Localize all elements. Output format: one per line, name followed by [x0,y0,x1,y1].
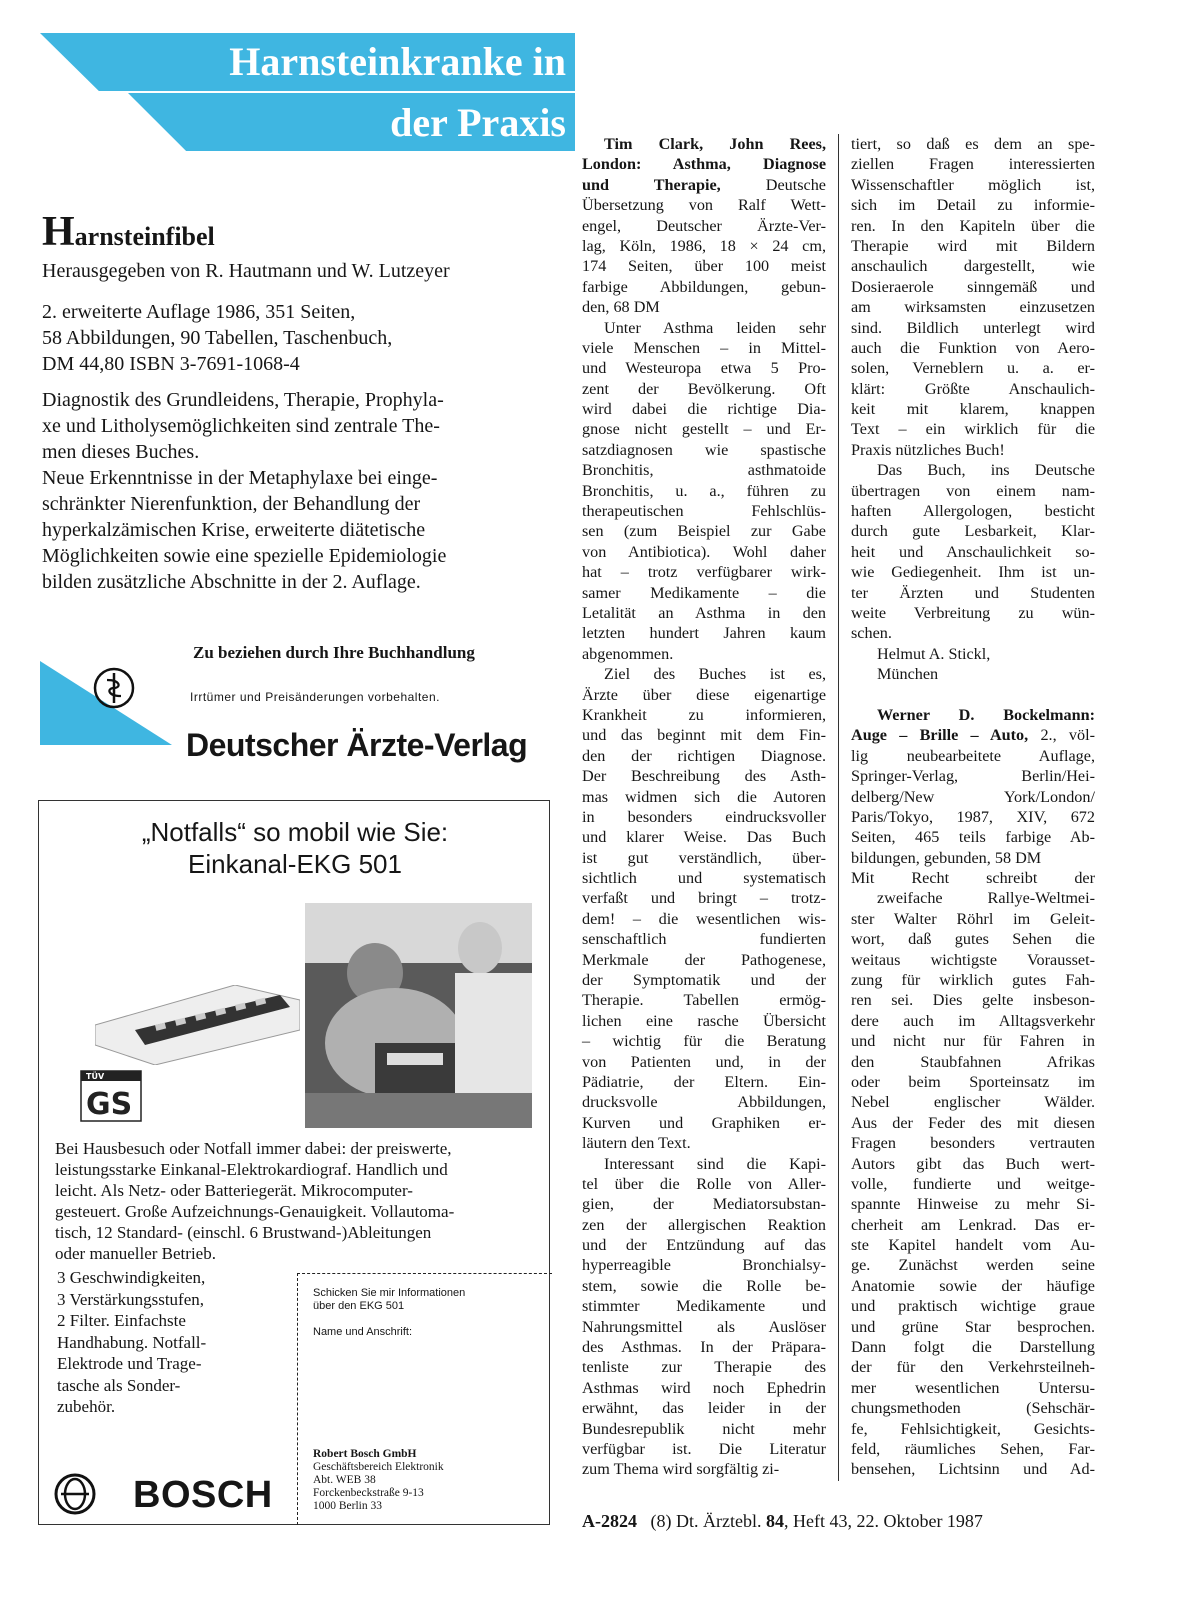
review-column-1 [582,134,826,1480]
review-text-line: ter Ärzten und Studenten [851,583,1095,602]
review-text-line: und klarer Weise. Das Buch [582,828,826,847]
review-text-line: auch die Funktion von Aero- [851,338,1095,357]
review-text-line: zen der allergischen Reaktion [582,1215,826,1234]
review-text-line: läutern den Text. [582,1134,691,1153]
review-text-line: mer wesentlichen Untersu- [851,1378,1095,1397]
review-text-line: senschaftlich fundierten [582,930,826,949]
review-text-line: Paris/Tokyo, 1987, XIV, 672 [851,807,1095,826]
review-text-line: weitaus wichtigste Vorausset- [851,950,1095,969]
review-text-line: Helmut A. Stickl, [877,644,991,663]
review-text-line: Fragen besonders vertrauten [851,1134,1095,1153]
banner-title-line2: der Praxis [390,100,566,145]
review-text-line: feld, räumliches Sehen, Far- [851,1440,1095,1458]
ekg-description-line: gesteuert. Große Aufzeichnungs-Genauigkeit. Vollautoma- [55,1202,455,1221]
order-note: Zu beziehen durch Ihre Buchhandlung [193,643,475,662]
review-text-line: zung für wirklich gutes Fah- [851,971,1095,990]
review-text-line: schen. [851,624,892,643]
book-description-line: Möglichkeiten sowie eine spezielle Epidemiologie [42,545,447,567]
review-text-line: und grüne Star besprochen. [851,1317,1095,1336]
review-text-line: München [877,665,939,684]
review-text-line: Bronchitis, asthmatoide [582,461,826,480]
review-text-line: der Symptomatik und der [582,971,826,990]
review-text-line: Nahrungsmittel als Auslöser [582,1317,826,1336]
review-text-line: am wirksamsten einzusetzen [851,298,1095,317]
review-text-line: Merkmale der Pathogenese, [582,950,826,969]
svg-text:TÜV: TÜV [86,1072,105,1081]
review-text-line: Bundesrepublik nicht mehr [582,1419,826,1438]
ekg-device-image [95,985,300,1065]
review-text-line: Krankheit zu informieren, [582,705,826,724]
review-text-line: solen, Verneblern u. a. er- [851,359,1095,378]
review-text-line: den, 68 DM [582,298,660,317]
review-text-line: oder beim Sporteinsatz im [851,1072,1095,1091]
review-text-line: verfaßt und bringt – trotz- [582,889,826,908]
review-text-line: Der Beschreibung des Asth- [582,767,826,786]
review-text-line: hat – trotz verfügbarer wirk- [582,563,826,582]
disclaimer: Irrtümer und Preisänderungen vorbehalten. [190,690,440,704]
ekg-description-line: Bei Hausbesuch oder Notfall immer dabei: der preiswerte, [55,1139,452,1158]
review-text-line: – wichtig für die Beratung [582,1032,826,1051]
review-text-line: Therapie. Tabellen ermög- [582,991,826,1010]
review-text-line: ist gut verständlich, über- [582,848,826,867]
book-detail-line: 2. erweiterte Auflage 1986, 351 Seiten, [42,301,356,323]
coupon-request-line: über den EKG 501 [313,1300,405,1312]
review-text-line: ge. Zunächst werden seine [851,1256,1095,1275]
ekg-description [55,1138,535,1264]
review-text-line: 174 Seiten, über 100 meist [582,257,826,276]
ekg-description-line: leistungsstarke Einkanal-Elektrokardiograf. Handlich und [55,1160,448,1179]
review-text-line: volle, fundierte und weitge- [851,1174,1095,1193]
review-text-line: keit mit klarem, knappen [851,400,1095,419]
review-text-line: therapeutischen Fehlschlüs- [582,502,826,521]
review-text-line: fe, Fehlsichtigkeit, Gesichts- [851,1419,1095,1438]
review-text-line: dere auch im Alltagsverkehr [851,1011,1095,1030]
coupon-address-line: Geschäftsbereich Elektronik [313,1461,444,1473]
coupon-request-text [313,1287,465,1313]
book-details [42,299,576,377]
review-text-line: hyperreagible Bronchialsy- [582,1256,826,1275]
review-text-line: Text – ein wirklich für die [851,420,1095,439]
review-text-line: bensehen, Lichtsinn und Ad- [851,1460,1095,1479]
review-text-line: Letalität an Asthma in den [582,603,826,622]
review-text-line: gnose nicht gestellt – und Er- [582,420,826,439]
ekg-headline-1: „Notfalls“ so mobil wie Sie: [141,817,449,847]
review-text-line: Werner D. Bockelmann: [877,705,1095,724]
review-text-line: übertragen von einem nam- [851,481,1095,500]
review-text-line: Bronchitis, u. a., führen zu [582,481,826,500]
review-text-line: Mit Recht schreibt der [851,869,1095,888]
book-title: Harnsteinfibel [42,209,215,255]
coupon-name-label: Name und Anschrift: [313,1326,413,1338]
review-text-line: zweifache Rallye-Weltmei- [877,889,1095,908]
review-text-line: sich im Detail zu informie- [851,196,1095,215]
ekg-features [57,1267,206,1418]
coupon-address-line: Robert Bosch GmbH [313,1448,417,1460]
column-divider [838,134,839,1481]
review-text-line: anschaulich dargestellt, wie [851,257,1095,276]
review-text-line: lichen eine rasche Übersicht [582,1011,826,1030]
ekg-description-line: tisch, 12 Standard- (einschl. 6 Brustwand-)Ableitungen [55,1223,432,1242]
review-text-line: bildungen, gebunden, 58 DM [851,848,1042,867]
review-text-line: verfügbar ist. Die Literatur [582,1440,826,1458]
tuv-gs-seal-icon [80,1070,142,1122]
review-text-line: und nicht nur für Fahren in [851,1032,1095,1051]
doctor-patient-photo [305,903,532,1128]
review-text-line: Anatomie sowie der häufige [851,1276,1095,1295]
review-text-line: satzdiagnosen wie spastische [582,440,826,459]
review-text-line: stimmter Medikamente und [582,1297,826,1316]
review-text-line: Tim Clark, John Rees, [604,135,826,153]
coupon-address-line: Abt. WEB 38 [313,1474,376,1486]
ekg-headline-2: Einkanal-EKG 501 [188,849,402,879]
review-text-line: weite Verbreitung zu wün- [851,603,1095,622]
review-text-line: gien, der Mediatorsubstan- [582,1195,826,1214]
review-text-line: Übersetzung von Ralf Wett- [582,196,826,215]
review-text-line: dem! – die wesentlichen wis- [582,909,826,928]
review-text-line: Dann folgt die Darstellung [851,1338,1095,1357]
book-description-line: hyperkalzämischen Krise, erweiterte diätetische [42,519,426,541]
review-text-line: farbige Abbildungen, gebun- [582,277,826,296]
review-text-line: und praktisch wichtige graue [851,1297,1095,1316]
banner-title-line1: Harnsteinkranke in [229,39,566,84]
coupon-request-line: Schicken Sie mir Informationen [313,1287,466,1299]
review-text-line: Wissenschaftler möglich ist, [851,175,1095,194]
coupon-address-line: 1000 Berlin 33 [313,1500,382,1512]
review-text-line: Kurven und Graphiken er- [582,1113,826,1132]
review-text-line: lig neubearbeitete Auflage, [851,746,1095,765]
review-text-line: spannte Hinweise zu mehr Si- [851,1195,1095,1214]
aesculapius-logo-icon [93,667,135,709]
review-text-line: zent der Bevölkerung. Oft [582,379,826,398]
review-text-line: Ärzte über diese eigenartige [582,685,826,704]
review-text-line: ster Walter Röhrl im Geleit- [851,909,1095,928]
review-text-line: samer Medikamente – die [582,583,826,602]
ekg-feature-line: tasche als Sonder- [57,1375,181,1395]
review-text-line: wird dabei die richtige Dia- [582,400,826,419]
book-description-line: Diagnostik des Grundleidens, Therapie, Prophyla- [42,389,444,411]
book-description-line: schränkter Nierenfunktion, der Behandlung der [42,493,421,515]
coupon-address [313,1448,444,1513]
review-text-line: sind. Bildlich unterlegt wird [851,318,1095,337]
review-text-line: und das beginnt mit dem Fin- [582,726,826,745]
review-text-line: ren. In den Kapiteln über die [851,216,1095,235]
book-detail-line: 58 Abbildungen, 90 Tabellen, Taschenbuch, [42,327,393,349]
publisher-name: Deutscher Ärzte-Verlag [186,727,528,763]
review-text-line: Springer-Verlag, Berlin/Hei- [851,767,1095,786]
book-editors: Herausgegeben von R. Hautmann und W. Lutzeyer [42,260,450,282]
ekg-feature-line: 2 Filter. Einfachste [57,1311,186,1330]
book-description-line: men dieses Buches. [42,441,200,463]
ekg-feature-line: 3 Geschwindigkeiten, [57,1268,206,1287]
ekg-feature-line: Handhabung. Notfall- [57,1332,207,1352]
review-text-line: Unter Asthma leiden sehr [604,318,826,337]
review-text-line: durch gute Lesbarkeit, Klar- [851,522,1095,541]
review-text-line: Auge – Brille – Auto, 2., völ- [851,726,1095,745]
book-description-line: bilden zusätzliche Abschnitte in der 2. Auflage. [42,571,421,593]
review-text-line: erwähnt, das leider in der [582,1399,826,1418]
review-text-line: Therapie wird mit Bildern [851,236,1095,255]
review-text-line: ziellen Fragen interessierten [851,155,1095,174]
review-text-line: Asthmas wird noch Ephedrin [582,1378,826,1397]
review-text-line: tenliste zur Therapie des [582,1358,826,1377]
review-text-line: Ziel des Buches ist es, [604,665,826,684]
review-text-line: wort, daß gutes Sehen die [851,930,1095,949]
review-text-line: Nebel englischer Wälder. [851,1093,1095,1112]
review-text-line: delberg/New York/London/ [851,787,1095,806]
ekg-feature-line: Elektrode und Trage- [57,1354,202,1373]
review-text-line: abgenommen. [582,644,674,663]
review-text-line: drucksvolle Abbildungen, [582,1093,826,1112]
review-text-line: Das Buch, ins Deutsche [877,461,1095,480]
review-text-line: tel über die Rolle von Aller- [582,1174,826,1193]
review-text-line: des Asthmas. In der Präpara- [582,1338,826,1357]
review-text-line: den der richtigen Diagnose. [582,746,826,765]
svg-text:GS: GS [86,1087,133,1122]
bosch-armature-logo-icon [53,1472,97,1516]
review-text-line: Autors gibt das Buch wert- [851,1154,1095,1173]
review-text-line: haften Allergologen, besticht [851,502,1095,521]
bosch-wordmark: BOSCH [133,1474,273,1516]
review-text-line [851,685,1095,705]
book-description-line: xe und Litholysemöglichkeiten sind zentrale The- [42,415,440,437]
review-text-line: Praxis nützliches Buch! [851,440,1005,459]
ekg-feature-line: zubehör. [57,1397,116,1416]
review-text-line: cherheit am Lenkrad. Das er- [851,1215,1095,1234]
review-text-line: und der Entzündung auf das [582,1236,826,1255]
review-text-line: letzten hundert Jahren kaum [582,624,826,643]
review-text-line: von Antibiotica). Wohl daher [582,542,826,561]
review-text-line: London: Asthma, Diagnose [582,155,826,174]
review-text-line: Pädiatrie, der Eltern. Ein- [582,1072,826,1091]
review-text-line: wie Gediegenheit. Ihm ist un- [851,563,1095,582]
book-detail-line: DM 44,80 ISBN 3-7691-1068-4 [42,353,300,375]
review-text-line: lag, Köln, 1986, 18 × 24 cm, [582,236,826,255]
book-description-line: Neue Erkenntnisse in der Metaphylaxe bei einge- [42,467,438,489]
review-text-line: zum Thema wird sorgfältig zi- [582,1460,780,1479]
ekg-description-line: oder manueller Betrieb. [55,1244,216,1263]
review-text-line: Dosieraerole sinngemäß und [851,277,1095,296]
review-text-line: von Patienten und, in der [582,1052,826,1071]
review-text-line: Aus der Feder des mit diesen [851,1113,1095,1132]
review-text-line: viele Menschen – in Mittel- [582,338,826,357]
review-text-line: sichtlich und systematisch [582,869,826,888]
coupon-address-line: Forckenbeckstraße 9-13 [313,1487,424,1499]
review-text-line: stem, sowie die Rolle be- [582,1276,826,1295]
review-text-line: und Therapie, Deutsche [582,175,826,194]
page-footer: A-2824 (8) Dt. Ärztebl. 84, Heft 43, 22. Oktober 1987 [582,1511,983,1531]
review-text-line: tiert, so daß es dem an spe- [851,135,1095,153]
review-text-line: ren sei. Dies gelte insbeson- [851,991,1095,1010]
review-text-line: engel, Deutscher Ärzte-Ver- [582,216,826,235]
review-text-line: mas widmen sich die Autoren [582,787,826,806]
review-text-line: heit und Anschaulichkeit so- [851,542,1095,561]
review-text-line: der für den Verkehrsteilneh- [851,1358,1095,1377]
review-text-line: sen (zum Beispiel zur Gabe [582,522,826,541]
review-column-2 [851,134,1095,1480]
book-description [42,387,576,595]
review-text-line: in besonders eindrucksvoller [582,807,826,826]
review-text-line: den Staubfahnen Afrikas [851,1052,1095,1071]
review-text-line: ste Kapitel handelt vom Au- [851,1236,1095,1255]
review-text-line: chungsmethoden (Sehschär- [851,1399,1095,1418]
review-text-line: klärt: Größte Anschaulich- [851,379,1095,398]
review-text-line: Seiten, 465 teils farbige Ab- [851,828,1095,847]
ekg-description-line: leicht. Als Netz- oder Batteriegerät. Mikrocomputer- [55,1181,413,1200]
ekg-feature-line: 3 Verstärkungsstufen, [57,1289,204,1309]
review-text-line: Interessant sind die Kapi- [604,1154,826,1173]
review-text-line: und Westeuropa etwa 5 Pro- [582,359,826,378]
